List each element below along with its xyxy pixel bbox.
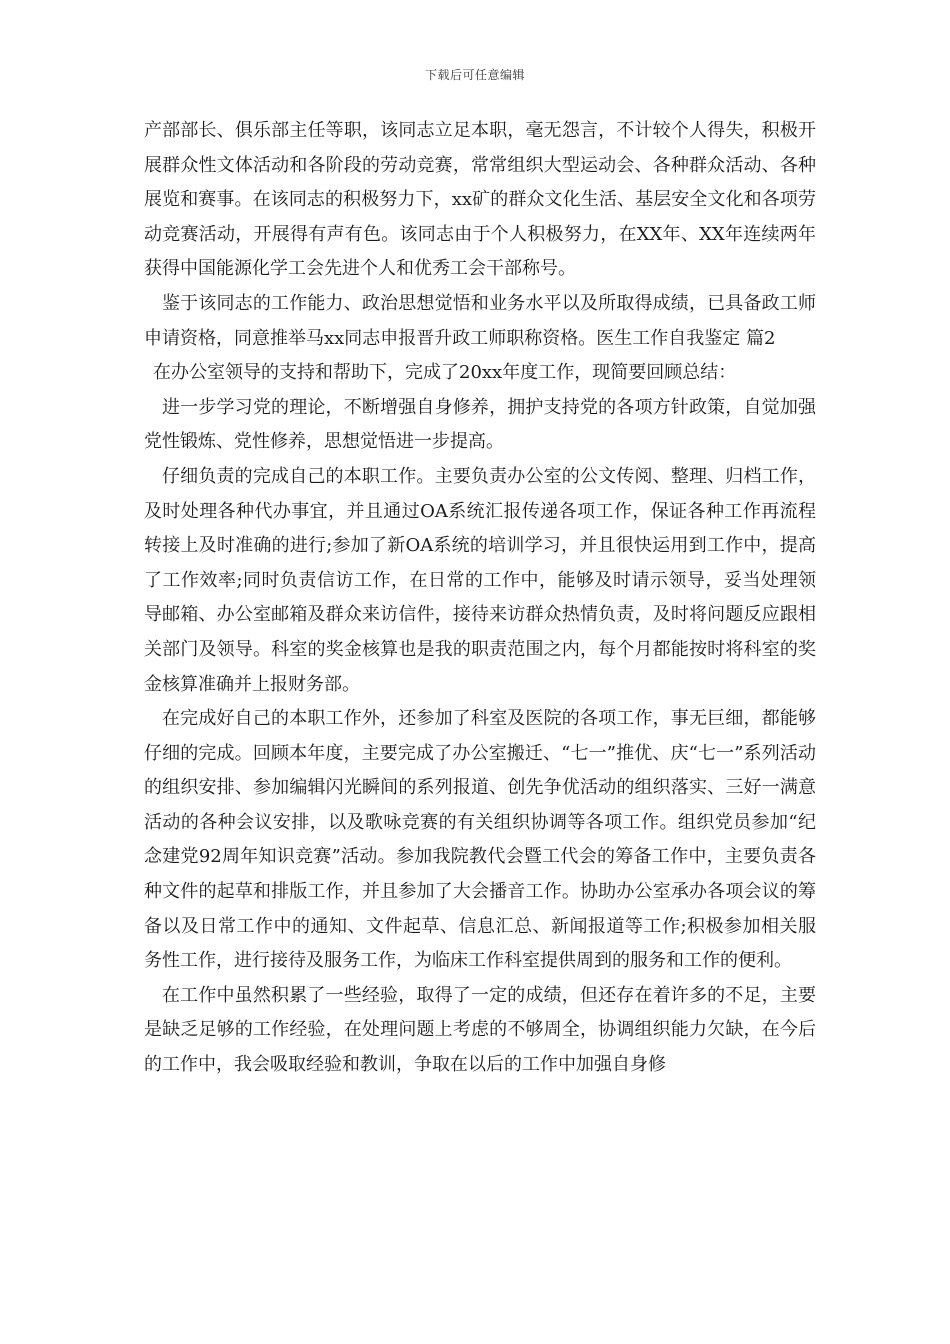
paragraph-additional-work: 在完成好自己的本职工作外，还参加了科室及医院的各项工作，事无巨细，都能够仔细的完成。回顾本年度，主要完成了办公室搬迁、“七一”推优、庆“七一”系列活动的组织安排、参加编辑闪光瞬间的系列报道、创先争优活动的组织落实、三好一满意活动的各种会议安排，以及歌咏竞赛的有关组织协调等各项工作。组织党员参加“纪念建党92周年知识竞赛”活动。参加我院教代会暨工代会的筹备工作中，主要负责各种文件的起草和排版工作，并且参加了大会播音工作。协助办公室承办各项会议的筹备以及日常工作中的通知、文件起草、信息汇总、新闻报道等工作;积极参加相关服务性工作，进行接待及服务工作，为临床工作科室提供周到的服务和工作的便利。	[144, 708, 816, 972]
document-body	[144, 114, 816, 1083]
paragraph-intro-continuation: 产部部长、俱乐部主任等职，该同志立足本职，毫无怨言，不计较个人得失，积极开展群众性文体活动和各阶段的劳动竞赛，常常组织大型运动会、各种群众活动、各种展览和赛事。在该同志的积极努力下，xx矿的群众文化生活、基层安全文化和各项劳动竞赛活动，开展得有声有色。该同志由于个人积极努力，在XX年、XX年连续两年获得中国能源化学工会先进个人和优秀工会干部称号。	[144, 120, 816, 280]
paragraph-recommendation: 鉴于该同志的工作能力、政治思想觉悟和业务水平以及所取得成绩，已具备政工师申请资格，同意推举马xx同志申报晋升政工师职称资格。医生工作自我鉴定 篇2	[144, 292, 816, 349]
page-header: 下载后可任意编辑	[424, 68, 525, 82]
paragraph-shortcomings: 在工作中虽然积累了一些经验，取得了一定的成绩，但还存在着许多的不足，主要是缺乏足够的工作经验，在处理问题上考虑的不够周全，协调组织能力欠缺，在今后的工作中，我会吸取经验和教训，争取在以后的工作中加强自身修	[144, 984, 816, 1076]
paragraph-duties: 仔细负责的完成自己的本职工作。主要负责办公室的公文传阅、整理、归档工作，及时处理各种代办事宜，并且通过OA系统汇报传递各项工作，保证各种工作再流程转接上及时准确的进行;参加了新OA系统的培训学习，并且很快运用到工作中，提高了工作效率;同时负责信访工作，在日常的工作中，能够及时请示领导，妥当处理领导邮箱、办公室邮箱及群众来访信件，接待来访群众热情负责，及时将问题反应跟相关部门及领导。科室的奖金核算也是我的职责范围之内，每个月都能按时将科室的奖金核算准确并上报财务部。	[144, 465, 816, 695]
paragraph-summary-intro: 在办公室领导的支持和帮助下，完成了20xx年度工作，现简要回顾总结：	[153, 362, 737, 384]
paragraph-political-study: 进一步学习党的理论，不断增强自身修养，拥护支持党的各项方针政策，自觉加强党性锻炼、党性修养，思想觉悟进一步提高。	[144, 396, 816, 453]
